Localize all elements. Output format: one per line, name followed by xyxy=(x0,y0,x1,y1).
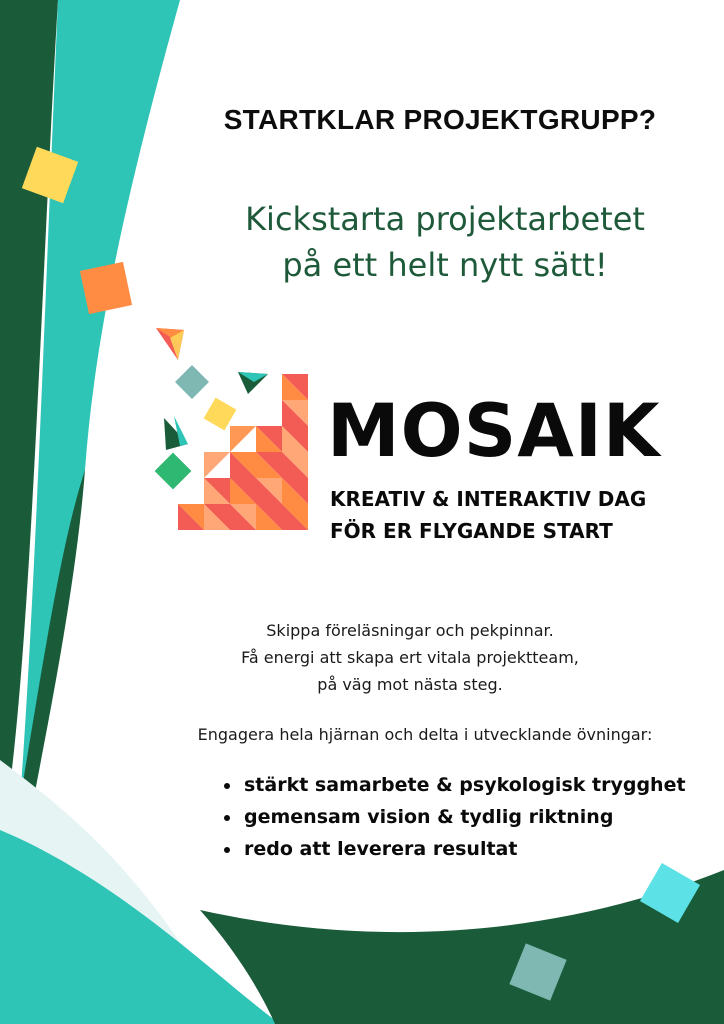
logo-grey-diamond xyxy=(175,365,209,399)
benefit-list xyxy=(220,769,686,865)
logo-green-diamond xyxy=(155,453,192,490)
invite-text: Engagera hela hjärnan och delta i utvecklande övningar: xyxy=(197,725,653,744)
mosaik-logo-mark xyxy=(150,320,320,550)
intro-line-3: på väg mot nästa steg. xyxy=(317,675,503,694)
benefit-item-results: • redo att leverera resultat xyxy=(242,833,686,865)
benefit-item-collaboration: • stärkt samarbete & psykologisk trygghet xyxy=(242,769,686,801)
orange-square xyxy=(80,262,132,314)
intro-text xyxy=(185,617,635,698)
intro-line-2: Få energi att skapa ert vitala projektteam, xyxy=(241,648,579,667)
tagline xyxy=(190,196,700,288)
logo-triangle-grid xyxy=(178,374,308,530)
intro-line-1: Skippa föreläsningar och pekpinnar. xyxy=(266,621,554,640)
benefit-item-vision: • gemensam vision & tydlig riktning xyxy=(242,801,686,833)
brand-subtitle-line-2: FÖR ER FLYGANDE START xyxy=(330,519,613,543)
brand-name: MOSAIK xyxy=(327,389,661,474)
logo-yellow-diamond xyxy=(204,398,237,431)
tagline-line-2: på ett helt nytt sätt! xyxy=(282,246,608,284)
brand-subtitle xyxy=(330,483,720,547)
headline: STARTKLAR PROJEKTGRUPP? xyxy=(223,104,657,135)
brand-subtitle-line-1: KREATIV & INTERAKTIV DAG xyxy=(330,487,647,511)
tagline-line-1: Kickstarta projektarbetet xyxy=(245,200,645,238)
